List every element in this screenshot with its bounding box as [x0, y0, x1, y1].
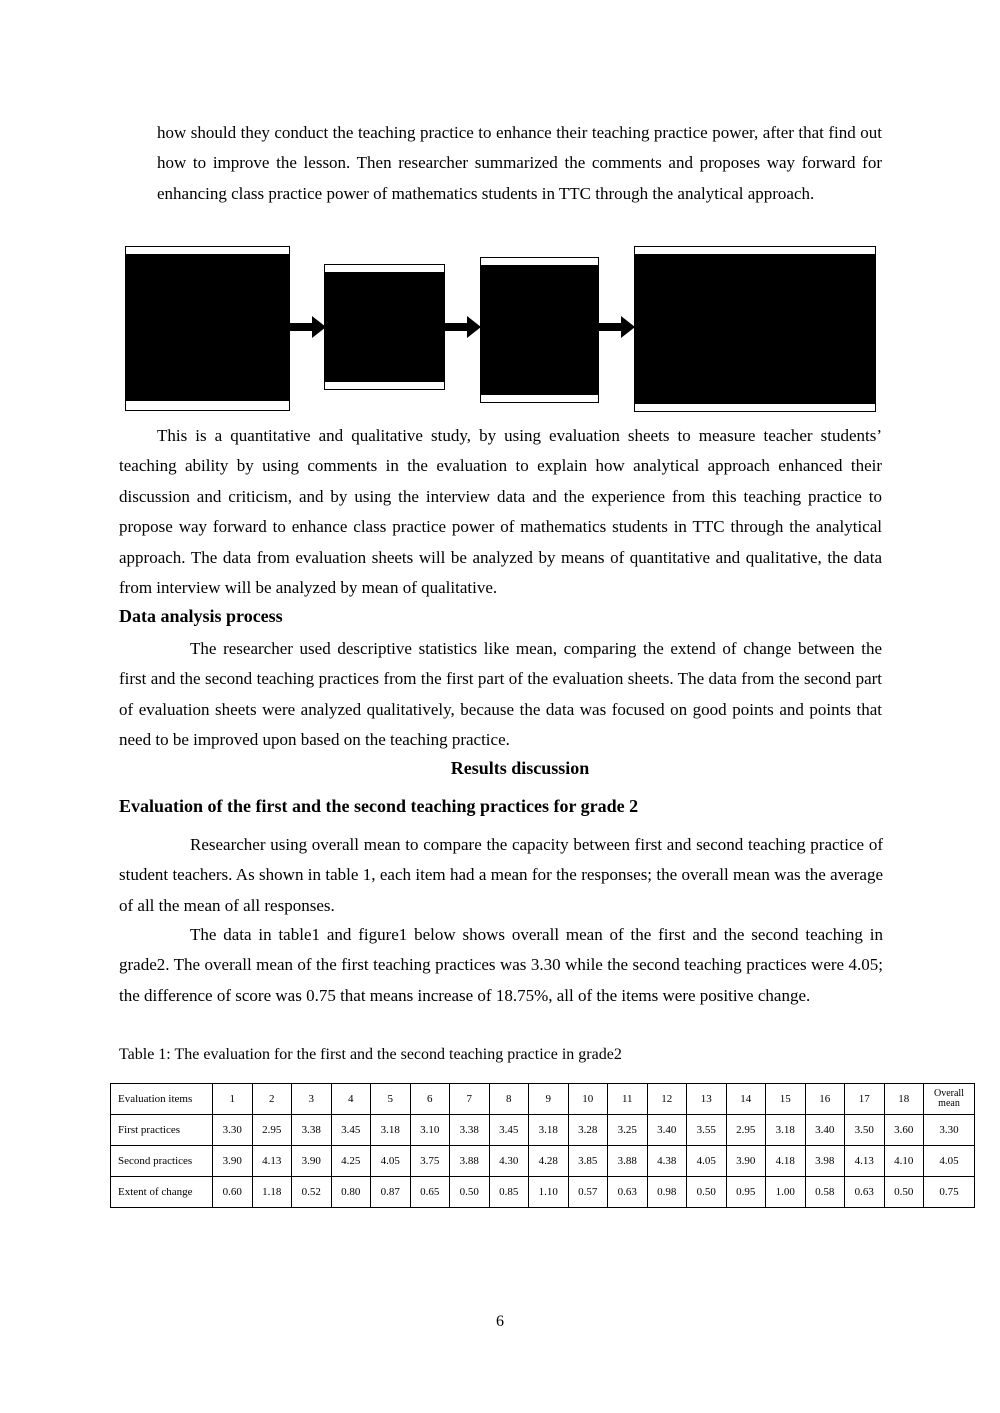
table-cell: 0.95: [726, 1177, 766, 1208]
table-row-label: Second practices: [111, 1146, 213, 1177]
table-cell: 0.50: [687, 1177, 727, 1208]
paragraph-results-summary: The data in table1 and figure1 below shows overall mean of the first and the second teaching in grade2. The overall mean of the first teaching practices was 3.30 while the second teaching practices were 4.05; the difference of score was 0.75 that means increase of 18.75%, all of the items were positive change.: [119, 925, 883, 1005]
table-cell: 3.88: [608, 1146, 648, 1177]
table-cell: 3.90: [213, 1146, 253, 1177]
table-row: [111, 1146, 975, 1177]
table-cell: 1.10: [529, 1177, 569, 1208]
table-cell: 3.85: [568, 1146, 608, 1177]
table-header-label: Evaluation items: [111, 1084, 213, 1115]
table-caption: Table 1: The evaluation for the first and the second teaching practice in grade2: [119, 1046, 622, 1063]
table-cell: 4.18: [766, 1146, 806, 1177]
heading-evaluation-section: Evaluation of the first and the second teaching practices for grade 2: [119, 796, 639, 816]
table-cell: 4.05: [687, 1146, 727, 1177]
table-cell: 3.40: [647, 1115, 687, 1146]
table-cell: 1.18: [252, 1177, 292, 1208]
table-cell: 4.25: [331, 1146, 371, 1177]
evaluation-table: [110, 1083, 975, 1208]
table-cell: 0.57: [568, 1177, 608, 1208]
heading-data-analysis-process: Data analysis process: [119, 606, 283, 626]
table-header-cell: 2: [252, 1084, 292, 1115]
table-row: [111, 1177, 975, 1208]
table-header-cell: 12: [647, 1084, 687, 1115]
table-header-overall: Overall mean: [924, 1084, 975, 1115]
table-header-cell: 1: [213, 1084, 253, 1115]
table-header-cell: 13: [687, 1084, 727, 1115]
table-header-cell: 7: [450, 1084, 490, 1115]
table-cell: 0.85: [489, 1177, 529, 1208]
table-header-cell: 3: [292, 1084, 332, 1115]
table-cell: 0.80: [331, 1177, 371, 1208]
table-header-cell: 4: [331, 1084, 371, 1115]
table-cell: 3.18: [529, 1115, 569, 1146]
table-cell: 3.88: [450, 1146, 490, 1177]
table-cell: 1.00: [766, 1177, 806, 1208]
table-header-cell: 10: [568, 1084, 608, 1115]
table-cell: 3.75: [410, 1146, 450, 1177]
table-header-cell: 15: [766, 1084, 806, 1115]
table-cell: 0.60: [213, 1177, 253, 1208]
table-header-cell: 6: [410, 1084, 450, 1115]
table-cell: 3.18: [371, 1115, 411, 1146]
table-cell: 0.52: [292, 1177, 332, 1208]
table-header-cell: 18: [884, 1084, 924, 1115]
table-header-cell: 16: [805, 1084, 845, 1115]
table-cell: 2.95: [252, 1115, 292, 1146]
table-cell: 0.50: [884, 1177, 924, 1208]
table-cell: 4.13: [252, 1146, 292, 1177]
table-cell: 3.18: [766, 1115, 806, 1146]
table-cell-overall: 4.05: [924, 1146, 975, 1177]
table-header-row: [111, 1084, 975, 1115]
page-number: 6: [496, 1313, 504, 1330]
table-cell: 4.13: [845, 1146, 885, 1177]
table-cell: 3.60: [884, 1115, 924, 1146]
table-cell: 3.38: [450, 1115, 490, 1146]
paragraph-study-description: This is a quantitative and qualitative study, by using evaluation sheets to measure teacher students’ teaching ability by using comments in the evaluation to explain how analytical approach enhanced their discussion and criticism, and by using the interview data and the experience from this teaching practice to propose way forward to enhance class practice power of mathematics students in TTC through the analytical approach. The data from evaluation sheets will be analyzed by means of quantitative and qualitative, the data from interview will be analyzed by mean of qualitative.: [119, 426, 882, 598]
table-cell: 2.95: [726, 1115, 766, 1146]
table-cell: 3.90: [726, 1146, 766, 1177]
table-cell: 4.28: [529, 1146, 569, 1177]
table-cell: 3.30: [213, 1115, 253, 1146]
process-step-1-box: [125, 246, 290, 411]
table-cell: 3.45: [489, 1115, 529, 1146]
table-header-cell: 17: [845, 1084, 885, 1115]
process-step-3-box: [480, 257, 599, 403]
table-cell: 4.10: [884, 1146, 924, 1177]
paragraph-intro-continued: how should they conduct the teaching practice to enhance their teaching practice power, after that find out how to improve the lesson. Then researcher summarized the comments and proposes way forward for enhancing class practice power of mathematics students in TTC through the analytical approach.: [157, 123, 882, 203]
arrow-right-icon: [290, 316, 326, 338]
table-header-cell: 11: [608, 1084, 648, 1115]
table-cell: 3.98: [805, 1146, 845, 1177]
table-cell: 3.50: [845, 1115, 885, 1146]
heading-results-discussion: Results discussion: [450, 758, 590, 778]
table-cell: 3.28: [568, 1115, 608, 1146]
table-cell: 3.40: [805, 1115, 845, 1146]
table-cell: 0.63: [845, 1177, 885, 1208]
table-cell-overall: 3.30: [924, 1115, 975, 1146]
table-header-cell: 14: [726, 1084, 766, 1115]
table-cell: 4.38: [647, 1146, 687, 1177]
table-cell: 3.10: [410, 1115, 450, 1146]
paragraph-overall-mean-method: Researcher using overall mean to compare the capacity between first and second teaching practice of student teachers. As shown in table 1, each item had a mean for the responses; the overall mean was the average of all the mean of all responses.: [119, 835, 883, 915]
table-cell: 3.38: [292, 1115, 332, 1146]
table-cell: 3.45: [331, 1115, 371, 1146]
process-step-4-box: [634, 246, 876, 412]
table-cell: 0.58: [805, 1177, 845, 1208]
table-cell: 0.87: [371, 1177, 411, 1208]
table-cell: 0.65: [410, 1177, 450, 1208]
table-row-label: First practices: [111, 1115, 213, 1146]
table-header-cell: 8: [489, 1084, 529, 1115]
process-step-2-box: [324, 264, 445, 390]
table-cell: 0.98: [647, 1177, 687, 1208]
table-cell: 0.50: [450, 1177, 490, 1208]
arrow-right-icon: [445, 316, 481, 338]
table-header-cell: 5: [371, 1084, 411, 1115]
paragraph-data-analysis: The researcher used descriptive statistics like mean, comparing the extend of change between the first and the second teaching practices from the first part of the evaluation sheets. The data from the second part of evaluation sheets were analyzed qualitatively, because the data was focused on good points and points that need to be improved upon based on the teaching practice.: [119, 639, 882, 750]
table-cell: 0.63: [608, 1177, 648, 1208]
table-row-label: Extent of change: [111, 1177, 213, 1208]
table-cell: 3.25: [608, 1115, 648, 1146]
table-cell: 4.05: [371, 1146, 411, 1177]
table-cell: 3.55: [687, 1115, 727, 1146]
table-header-cell: 9: [529, 1084, 569, 1115]
table-cell: 3.90: [292, 1146, 332, 1177]
table-row: [111, 1115, 975, 1146]
table-cell: 4.30: [489, 1146, 529, 1177]
table-cell-overall: 0.75: [924, 1177, 975, 1208]
arrow-right-icon: [599, 316, 635, 338]
